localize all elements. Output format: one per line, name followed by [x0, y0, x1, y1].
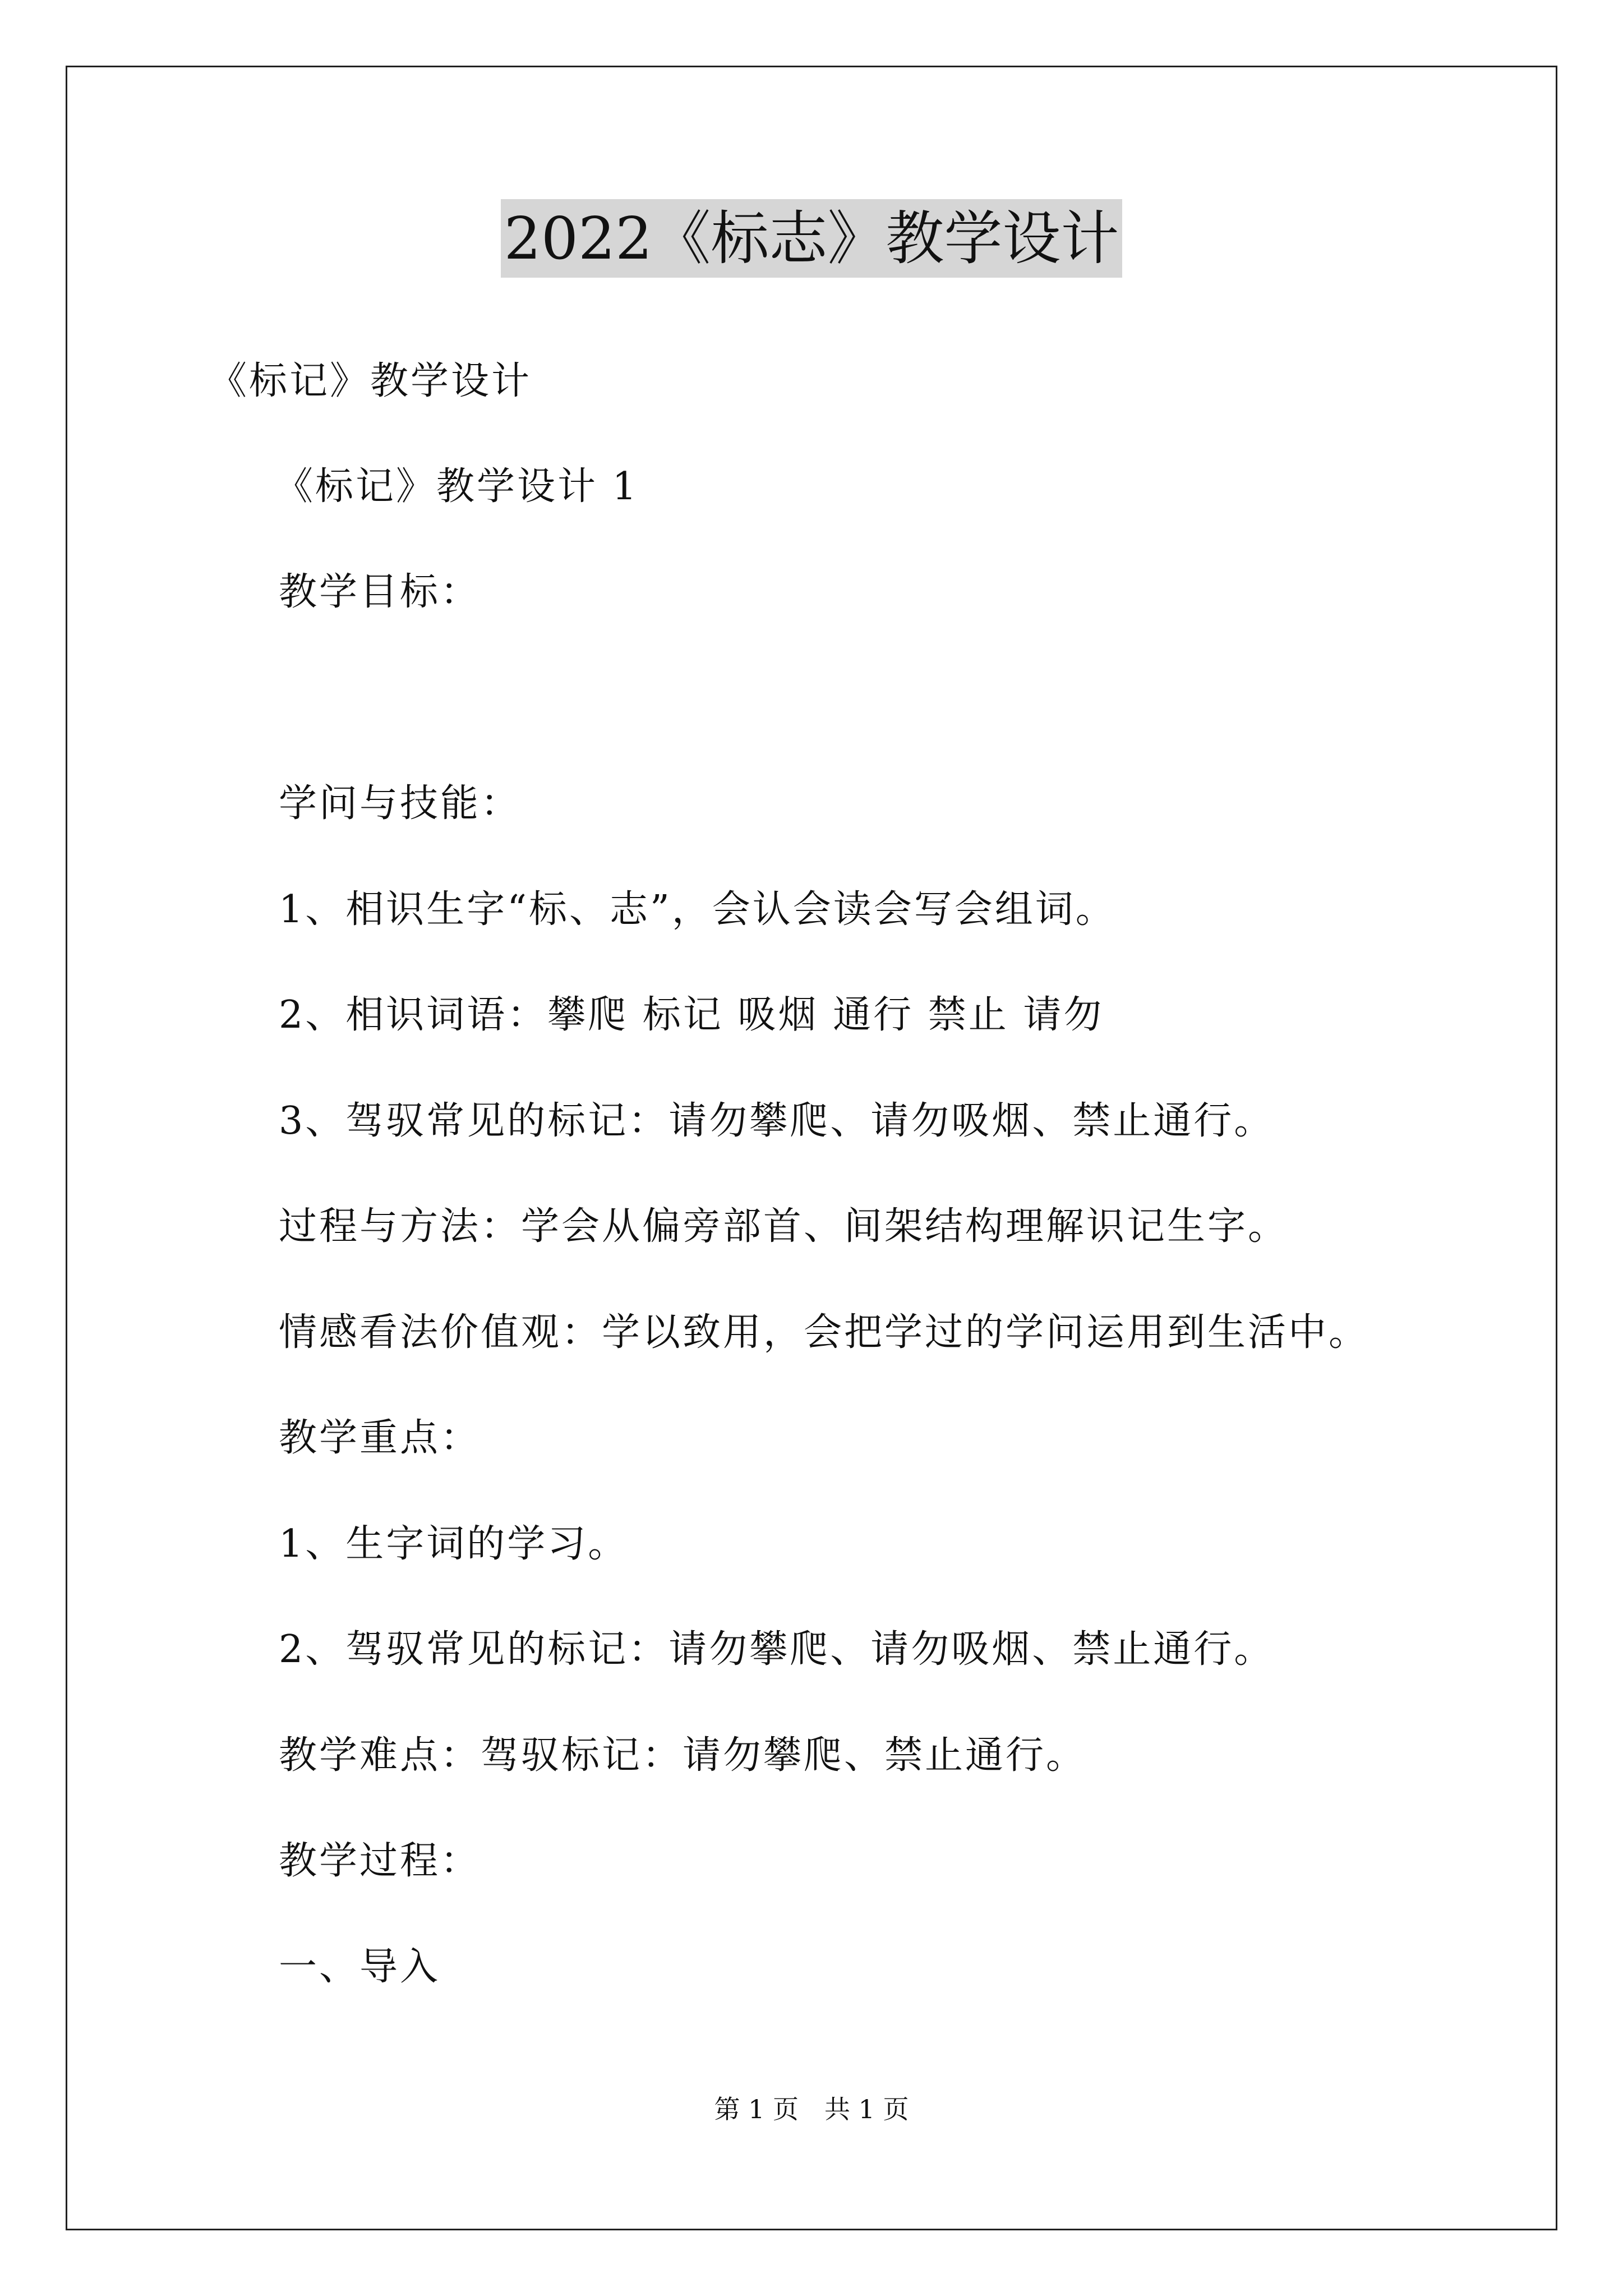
section-heading: 《标记》教学设计 1 — [275, 464, 639, 509]
document-title: 2022《标志》教学设计 — [501, 199, 1123, 278]
text-line: 一、导入 — [279, 1945, 441, 1989]
document-title-wrapper — [0, 199, 1623, 278]
page-footer: 第 1 页 共 1 页 — [714, 2094, 909, 2124]
text-line: 1、生字词的学习。 — [279, 1522, 629, 1566]
text-line: 教学难点：驾驭标记：请勿攀爬、禁止通行。 — [279, 1733, 1087, 1778]
text-line: 2、相识词语：攀爬 标记 吸烟 通行 禁止 请勿 — [279, 993, 1104, 1037]
subtitle-line: 《标记》教学设计 — [209, 359, 532, 403]
text-line: 情感看法价值观：学以致用，会把学过的学问运用到生活中。 — [279, 1310, 1370, 1355]
text-line: 教学目标： — [279, 570, 481, 614]
text-line: 2、驾驭常见的标记：请勿攀爬、请勿吸烟、禁止通行。 — [279, 1627, 1275, 1672]
text-line: 1、相识生字“标、志”，会认会读会写会组词。 — [279, 887, 1116, 932]
text-line: 学问与技能： — [279, 781, 522, 826]
text-line: 过程与方法：学会从偏旁部首、间架结构理解识记生字。 — [279, 1204, 1289, 1249]
text-line: 教学重点： — [279, 1416, 481, 1460]
text-line: 3、驾驭常见的标记：请勿攀爬、请勿吸烟、禁止通行。 — [279, 1099, 1275, 1143]
text-line: 教学过程： — [279, 1839, 481, 1883]
